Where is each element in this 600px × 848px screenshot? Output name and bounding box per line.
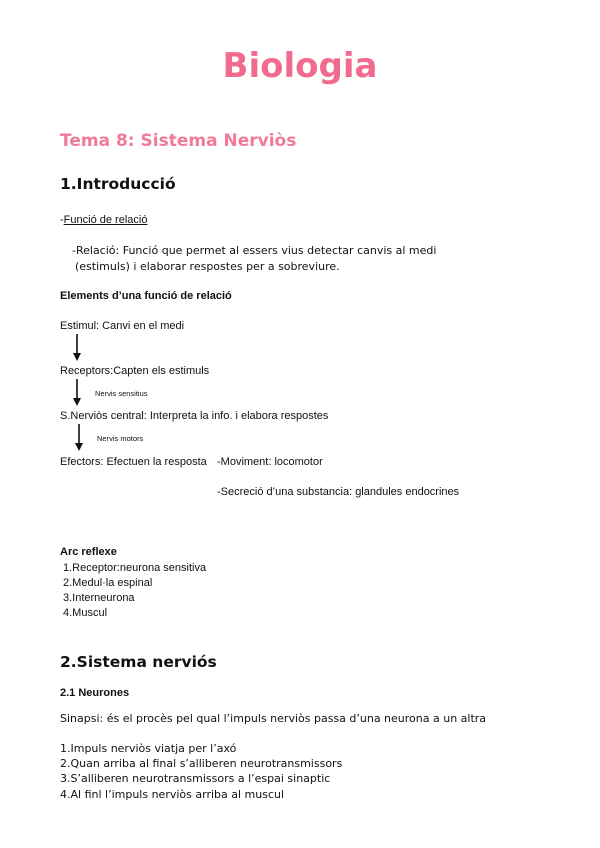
- efectors-text: Efectors: Efectuen la resposta: [60, 456, 207, 468]
- sinapsi-step: 3.S’alliberen neurotransmissors a l’espai sinaptic: [60, 772, 331, 785]
- arc-item: 1.Receptor:neurona sensitiva: [63, 562, 207, 574]
- down-arrow-icon: [70, 334, 84, 362]
- arc-item: 4.Muscul: [63, 607, 108, 619]
- sinapsi-step: 4.Al finl l’impuls nerviòs arriba al muscul: [60, 788, 285, 801]
- elements-heading: Elements d’una funció de relació: [60, 290, 232, 302]
- sinapsi-step: 1.Impuls nerviòs viatja per l’axó: [60, 742, 237, 755]
- funcio-prefix: -: [60, 214, 64, 226]
- section-2-heading: 2.Sistema nerviós: [60, 653, 217, 671]
- section-1-heading: 1.Introducció: [60, 175, 176, 193]
- estimul-text: Estimul: Canvi en el medi: [60, 320, 185, 332]
- receptors-text: Receptors:Capten els estimuls: [60, 365, 210, 377]
- down-arrow-icon: [70, 379, 84, 407]
- relacio-definition-line-2: (estimuls) i elaborar respostes per a sobreviure.: [75, 260, 340, 273]
- funcio-relacio-line: [60, 214, 147, 226]
- moviment-text: -Moviment: locomotor: [217, 456, 323, 468]
- arc-item: 3.Interneurona: [63, 592, 135, 604]
- sinapsi-text: Sinapsi: és el procès pel qual l’impuls nerviòs passa d’una neurona a un altra: [60, 712, 487, 725]
- page-title: Biologia: [222, 46, 378, 86]
- relacio-definition-line-1: -Relació: Funció que permet al essers vius detectar canvis al medi: [72, 244, 437, 257]
- secrecio-text: -Secreció d’una substancia: glandules endocrines: [217, 486, 460, 498]
- down-arrow-icon: [72, 424, 86, 452]
- arc-reflexe-heading: Arc reflexe: [60, 546, 117, 558]
- sinapsi-step: 2.Quan arriba al final s’alliberen neurotransmissors: [60, 757, 343, 770]
- nervis-motors-label: Nervis motors: [97, 434, 144, 443]
- nervis-sensitius-label: Nervis sensitius: [95, 389, 148, 398]
- neurones-heading: 2.1 Neurones: [60, 687, 130, 699]
- arc-item: 2.Medul·la espinal: [63, 577, 153, 589]
- funcio-relacio-label: Funció de relació: [63, 214, 148, 226]
- snc-text: S.Nerviòs central: Interpreta la info. i elabora respostes: [60, 410, 329, 422]
- topic-title: Tema 8: Sistema Nerviòs: [60, 131, 297, 151]
